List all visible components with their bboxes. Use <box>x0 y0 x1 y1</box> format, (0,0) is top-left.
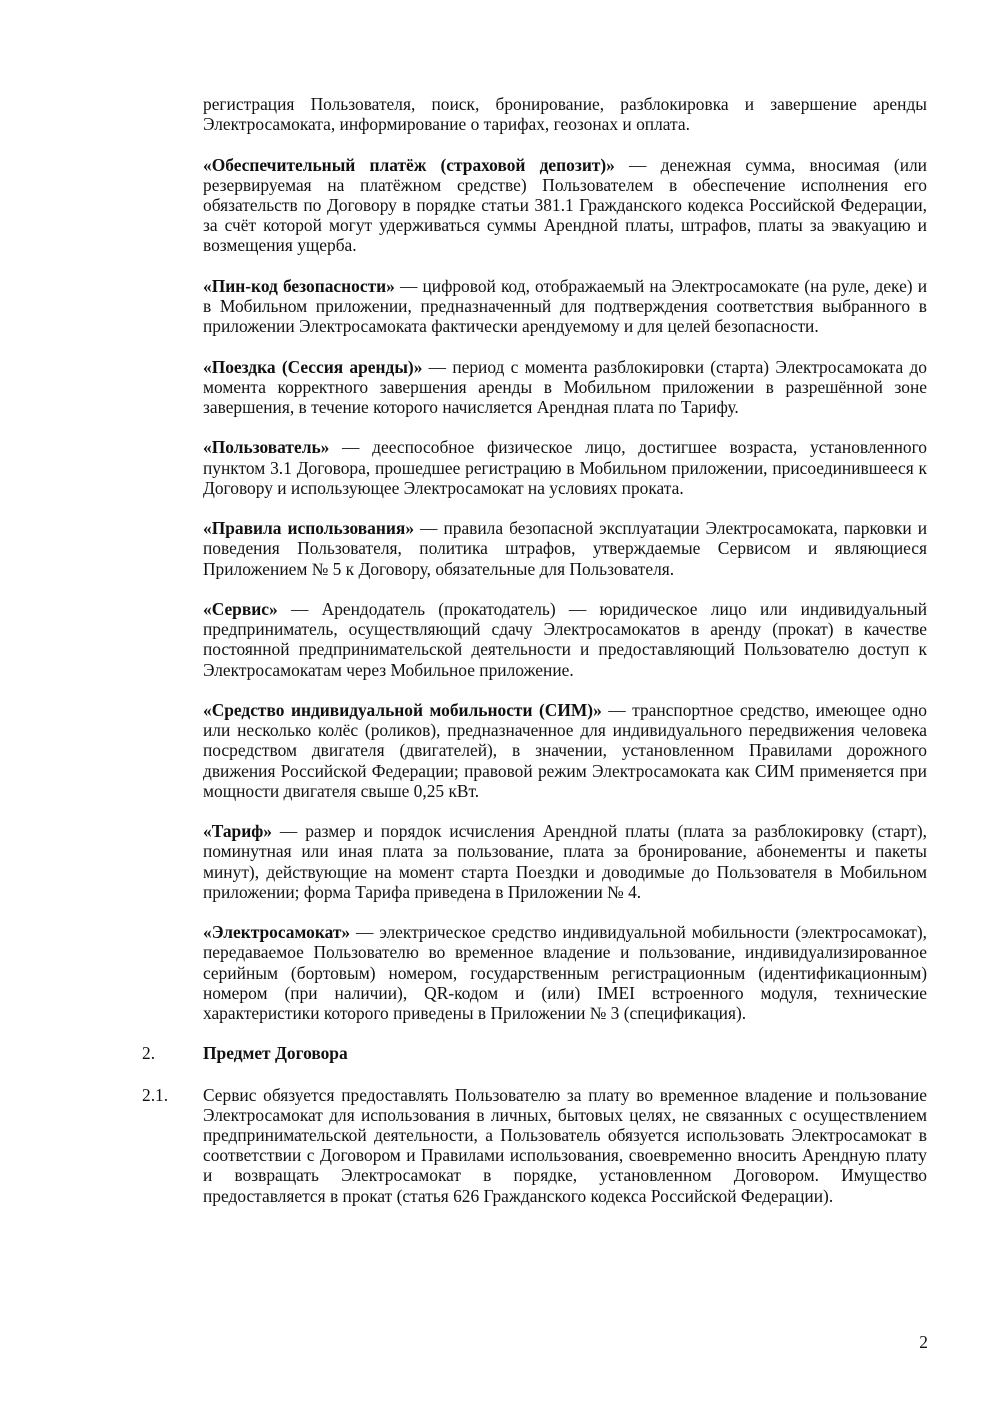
definition-term: «Обеспечительный платёж (страховой депозит)» <box>203 154 615 175</box>
definition-term: «Электросамокат» <box>203 922 351 943</box>
definition-sim <box>203 700 927 801</box>
definition-text: — Арендодатель (прокатодатель) — юридическое лицо или индивидуальный предприниматель, осуществляющий сдачу Электросамокатов в аренду (прокат) в качестве постоянной предпринимательской деятельности и предоставляющий Пользователю доступ к Электросамокатам через Мобильное приложение. <box>203 598 927 680</box>
clause-2-1 <box>142 1084 927 1206</box>
definition-user <box>203 437 927 498</box>
definition-term: «Пользователь» <box>203 437 330 458</box>
definition-usage-rules <box>203 518 927 579</box>
definition-text: — цифровой код, отображаемый на Электросамокате (на руле, деке) и в Мобильном приложении, предназначенный для подтверждения соответствия выбранного в приложении Электросамоката фактически арендуемому и для целей безопасности. <box>203 275 928 337</box>
definition-text: — электрическое средство индивидуальной мобильности (электросамокат), передаваемое Пользователю во временное владение и пользование, индивидуализированное серийным (бортовым) номером, государственным регистрационным (идентификационным) номером (при наличии), QR-кодом и (или) IMEI встроенного модуля, технические характеристики которого приведены в Приложении № 3 (спецификация). <box>203 922 927 1023</box>
section-number: 2. <box>142 1043 156 1064</box>
clause-number: 2.1. <box>142 1084 169 1105</box>
section-title: Предмет Договора <box>203 1043 348 1064</box>
definition-term: «Пин-код безопасности» <box>203 275 395 296</box>
definition-tariff <box>203 821 927 902</box>
definition-term: «Средство индивидуальной мобильности (СИМ)» <box>203 699 602 720</box>
clause-text: Сервис обязуется предоставлять Пользователю за плату во временное владение и пользование Электросамокат для использования в личных, бытовых целях, не связанных с осуществлением предпринимательской деятельности, а Пользователь обязуется использовать Электросамокат в соответствии с Договором и Правилами использования, своевременно вносить Арендную плату и возвращать Электросамокат в порядке, установленном Договором. Имущество предоставляется в прокат (статья 626 Гражданского кодекса Российской Федерации). <box>203 1084 927 1206</box>
definition-trip <box>203 357 927 418</box>
definition-security-deposit <box>203 155 927 256</box>
page-number: 2 <box>919 1332 928 1352</box>
intro-paragraph: регистрация Пользователя, поиск, бронирование, разблокировка и завершение аренды Электросамоката, информирование о тарифах, геозонах и оплата. <box>203 94 927 135</box>
definition-term: «Сервис» <box>203 598 278 619</box>
definition-text: — размер и порядок исчисления Арендной платы (плата за разблокировку (старт), поминутная или иная плата за пользование, плата за бронирование, абонементы и пакеты минут), действующие на момент старта Поездки и доводимые до Пользователя в Мобильном приложении; форма Тарифа приведена в Приложении № 4. <box>203 821 927 902</box>
page-content <box>142 94 928 1226</box>
definition-term: «Тариф» <box>203 821 272 842</box>
definition-scooter <box>203 922 927 1023</box>
section-heading <box>142 1043 927 1064</box>
definition-text: — период с момента разблокировки (старта) Электросамоката до момента корректного завершения аренды в Мобильном приложении в разрешённой зоне завершения, в течение которого начисляется Арендная плата по Тарифу. <box>203 356 927 417</box>
definition-pin-code <box>203 276 927 337</box>
definition-text: — дееспособное физическое лицо, достигшее возраста, установленного пунктом 3.1 Договора, прошедшее регистрацию в Мобильном приложении, присоединившееся к Договору и использующее Электросамокат на условиях проката. <box>203 437 927 498</box>
definition-text: — правила безопасной эксплуатации Электросамоката, парковки и поведения Пользователя, политика штрафов, утверждаемые Сервисом и являющиеся Приложением № 5 к Договору, обязательные для Пользователя. <box>203 518 928 579</box>
definition-text: — транспортное средство, имеющее одно или несколько колёс (роликов), предназначенное для индивидуального передвижения человека посредством двигателя (двигателей), в значении, установленном Правилами дорожного движения Российской Федерации; правовой режим Электросамоката как СИМ применяется при мощности двигателя свыше 0,25 кВт. <box>203 699 928 801</box>
definition-text: — денежная сумма, вносимая (или резервируемая на платёжном средстве) Пользователем в обеспечение исполнения его обязательств по Договору в порядке статьи 381.1 Гражданского кодекса Российской Федерации, за счёт которой могут удерживаться суммы Арендной платы, штрафов, платы за эвакуацию и возмещения ущерба. <box>203 154 927 256</box>
definition-term: «Правила использования» <box>203 518 415 539</box>
definition-service <box>203 599 927 680</box>
definition-term: «Поездка (Сессия аренды)» <box>203 356 423 377</box>
